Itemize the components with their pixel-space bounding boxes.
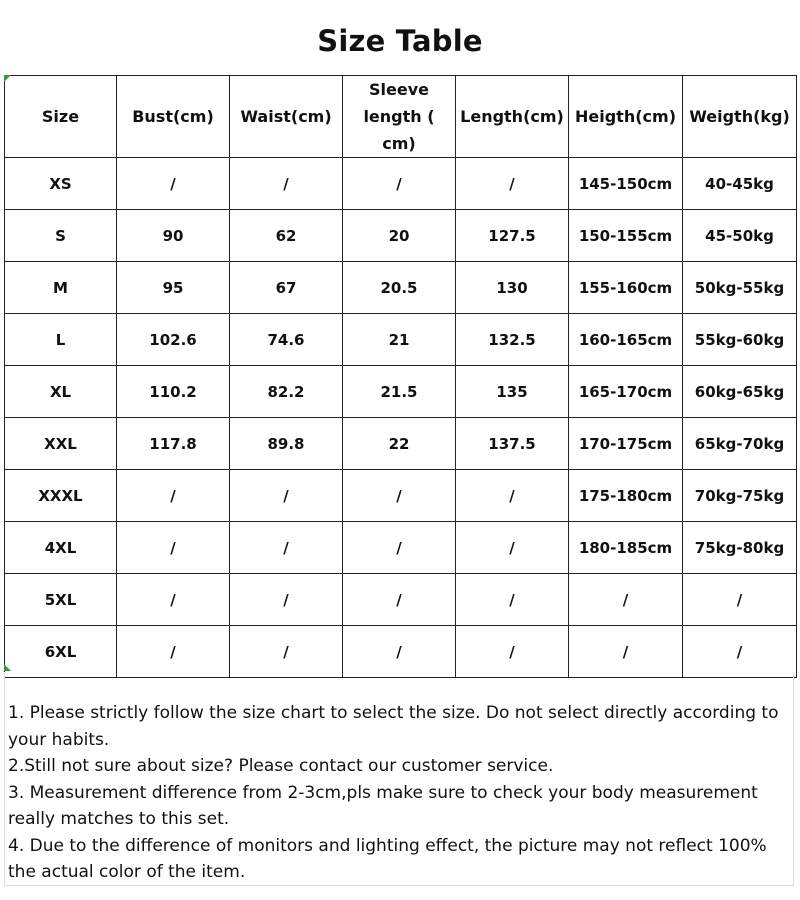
- cell-length: 137.5: [456, 418, 569, 470]
- cell-weight: 40-45kg: [683, 158, 797, 210]
- table-row: [5, 626, 797, 678]
- cell-weight: 70kg-75kg: [683, 470, 797, 522]
- cell-waist: 62: [230, 210, 343, 262]
- cell-weight: 55kg-60kg: [683, 314, 797, 366]
- cell-weight: 65kg-70kg: [683, 418, 797, 470]
- cell-size: S: [5, 210, 117, 262]
- cell-sleeve: /: [343, 158, 456, 210]
- table-row: [5, 314, 797, 366]
- cell-weight: /: [683, 574, 797, 626]
- cell-height: 150-155cm: [569, 210, 683, 262]
- cell-size: XS: [5, 158, 117, 210]
- cell-sleeve: 22: [343, 418, 456, 470]
- cell-weight: 60kg-65kg: [683, 366, 797, 418]
- cell-weight: /: [683, 626, 797, 678]
- header-row: [5, 76, 797, 158]
- cell-height: 170-175cm: [569, 418, 683, 470]
- cell-sleeve: /: [343, 574, 456, 626]
- table-row: [5, 210, 797, 262]
- cell-waist: 89.8: [230, 418, 343, 470]
- cell-height: 155-160cm: [569, 262, 683, 314]
- header-bust: Bust(cm): [117, 76, 230, 158]
- header-height: Heigth(cm): [569, 76, 683, 158]
- cell-size: XL: [5, 366, 117, 418]
- cell-bust: /: [117, 470, 230, 522]
- cell-waist: /: [230, 522, 343, 574]
- cell-length: 135: [456, 366, 569, 418]
- cell-sleeve: 21: [343, 314, 456, 366]
- cell-height: 180-185cm: [569, 522, 683, 574]
- cell-bust: /: [117, 626, 230, 678]
- cell-bust: /: [117, 522, 230, 574]
- cell-waist: /: [230, 470, 343, 522]
- cell-length: 132.5: [456, 314, 569, 366]
- cell-sleeve: /: [343, 522, 456, 574]
- header-waist: Waist(cm): [230, 76, 343, 158]
- cell-bust: 110.2: [117, 366, 230, 418]
- cell-length: /: [456, 574, 569, 626]
- cell-length: /: [456, 522, 569, 574]
- note-2: 2.Still not sure about size? Please contact our customer service.: [8, 756, 554, 776]
- cell-length: 130: [456, 262, 569, 314]
- cell-bust: 90: [117, 210, 230, 262]
- cell-sleeve: /: [343, 470, 456, 522]
- table-row: [5, 262, 797, 314]
- cell-length: /: [456, 470, 569, 522]
- cell-bust: /: [117, 574, 230, 626]
- cell-length: /: [456, 158, 569, 210]
- page-title: Size Table: [317, 24, 483, 58]
- cell-size: L: [5, 314, 117, 366]
- header-length: Length(cm): [456, 76, 569, 158]
- cell-length: 127.5: [456, 210, 569, 262]
- cell-waist: 74.6: [230, 314, 343, 366]
- cell-waist: /: [230, 626, 343, 678]
- note-3: 3. Measurement difference from 2-3cm,pls make sure to check your body measurement really matches to this set.: [8, 782, 758, 829]
- cell-bust: /: [117, 158, 230, 210]
- table-row: [5, 158, 797, 210]
- cell-height: 165-170cm: [569, 366, 683, 418]
- cell-weight: 50kg-55kg: [683, 262, 797, 314]
- cell-bust: 102.6: [117, 314, 230, 366]
- cell-height: 175-180cm: [569, 470, 683, 522]
- cell-height: 160-165cm: [569, 314, 683, 366]
- table-corner-marker-bottom: [4, 664, 11, 671]
- notes-section: [8, 700, 790, 886]
- cell-sleeve: 20.5: [343, 262, 456, 314]
- cell-sleeve: /: [343, 626, 456, 678]
- cell-height: /: [569, 574, 683, 626]
- header-weight: Weigth(kg): [683, 76, 797, 158]
- cell-size: 4XL: [5, 522, 117, 574]
- cell-size: 6XL: [5, 626, 117, 678]
- size-table: [4, 75, 797, 678]
- cell-size: M: [5, 262, 117, 314]
- cell-height: /: [569, 626, 683, 678]
- cell-weight: 75kg-80kg: [683, 522, 797, 574]
- table-corner-marker-top: [4, 75, 11, 82]
- table-row: [5, 366, 797, 418]
- cell-length: /: [456, 626, 569, 678]
- cell-weight: 45-50kg: [683, 210, 797, 262]
- note-1: 1. Please strictly follow the size chart to select the size. Do not select directly according to your habits.: [8, 703, 779, 750]
- header-sleeve-length: Sleeve length ( cm): [343, 76, 456, 158]
- table-row: [5, 574, 797, 626]
- cell-bust: 117.8: [117, 418, 230, 470]
- table-row: [5, 418, 797, 470]
- cell-sleeve: 21.5: [343, 366, 456, 418]
- cell-waist: 67: [230, 262, 343, 314]
- cell-size: 5XL: [5, 574, 117, 626]
- cell-bust: 95: [117, 262, 230, 314]
- cell-sleeve: 20: [343, 210, 456, 262]
- cell-waist: /: [230, 158, 343, 210]
- cell-size: XXL: [5, 418, 117, 470]
- cell-waist: 82.2: [230, 366, 343, 418]
- header-size: Size: [5, 76, 117, 158]
- cell-height: 145-150cm: [569, 158, 683, 210]
- cell-size: XXXL: [5, 470, 117, 522]
- table-row: [5, 522, 797, 574]
- note-4: 4. Due to the difference of monitors and lighting effect, the picture may not reflect 100% the actual color of the item.: [8, 835, 767, 882]
- cell-waist: /: [230, 574, 343, 626]
- table-row: [5, 470, 797, 522]
